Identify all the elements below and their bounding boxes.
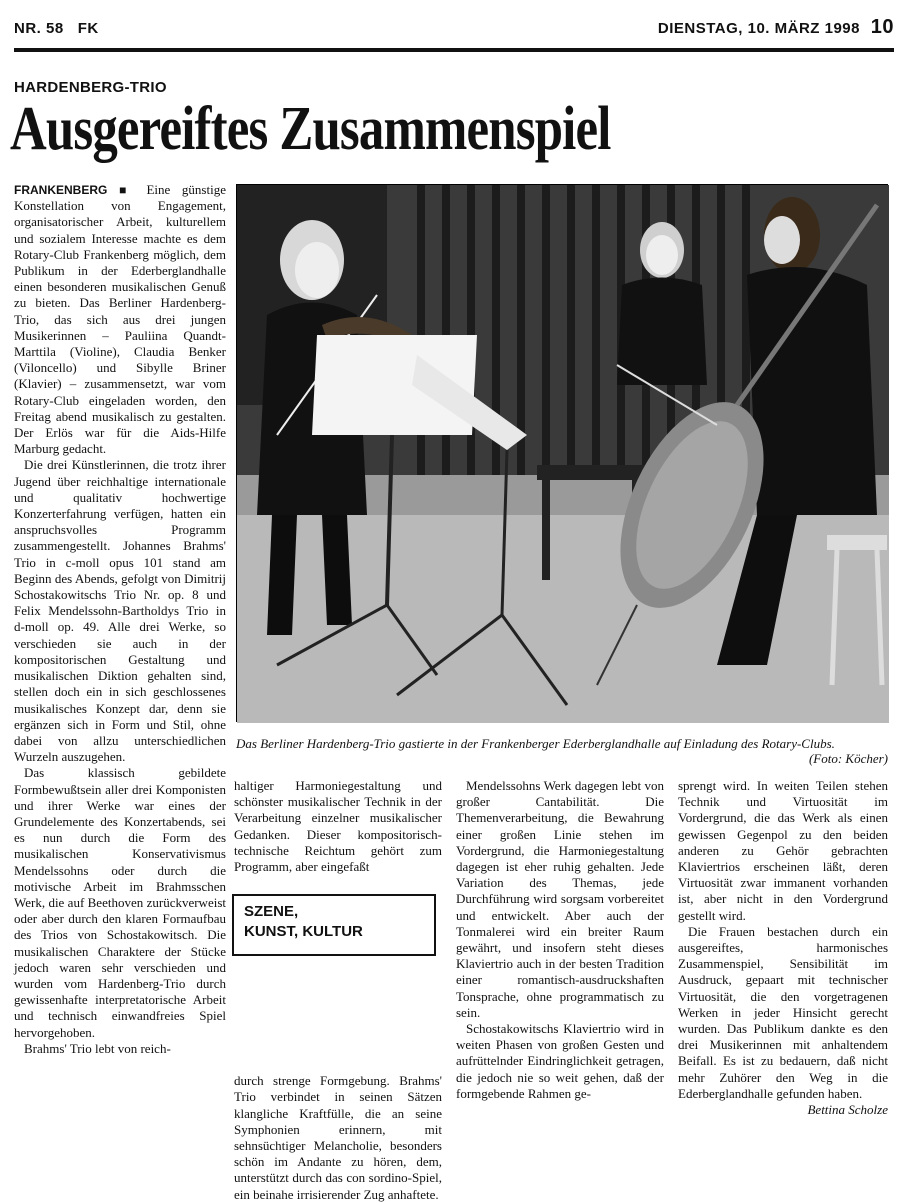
headline: Ausgereiftes Zusammenspiel	[10, 95, 611, 163]
trio-photo	[236, 184, 888, 722]
masthead	[14, 16, 894, 38]
caption-text: Das Berliner Hardenberg-Trio gastierte in der Frankenberger Ederberglandhalle auf Einladung des Rotary-Clubs.	[236, 736, 835, 751]
article-column-2	[234, 778, 442, 1203]
paragraph: Das klassisch gebildete Formbewußtsein aller drei Komponisten und ihrer Werke war eines der Grundelemente des Konzertabends, sei es nun durch die Form des musikalischen Konservativismus Mendelssohns oder durch die motivische Arbeit im Brahmsschen Werk, die auf Beethoven zurückverweist oder aber durch den klaren Formaufbau des Trios von Schostakowitsch. Die musikalischen Charaktere der Stücke jedoch waren sehr verschieden und wurden vom Hardenberg-Trio durch gewissenhafte interpretatorische Arbeit und technisch einwandfreies Spiel hervorgehoben.	[14, 765, 226, 1040]
edition: FK	[77, 20, 99, 37]
page-number: 10	[870, 16, 894, 38]
author-byline: Bettina Scholze	[807, 1102, 888, 1118]
paragraph: Schostakowitschs Klaviertrio wird in weiten Phasen von großen Gesten und aufrüttelnder Eindringlichkeit getragen, die jedoch nie so weit gehen, daß der formgebende Rahmen ge-	[456, 1021, 664, 1101]
paragraph: Brahms' Trio lebt von reich-	[24, 1040, 171, 1056]
photo-caption	[236, 736, 888, 766]
paragraph: durch strenge Formgebung. Brahms' Trio verbindet in seinen Sätzen klangliche Kraftfülle, die an seine Symphonien erinnern, mit sehnsüchtiger Melancholie, besonders schön im Andante zu hören, dem, unterstützt durch das con sordino-Spiel, ein beinahe irrisierender Zug anhaftete.	[234, 1073, 442, 1202]
paragraph	[678, 923, 888, 1118]
paragraph-text: Die Frauen bestachen durch ein ausgereiftes, harmonisches Zusammenspiel, Sensibilität im Ausdruck, gepaart mit technischer Virtuosität, die den vorgetragenen Werken in jeder Hinsicht gerecht wurden. Das Publikum dankte es den drei Musikerinnen mit anhaltendem Beifall. Es ist zu bedauern, daß nicht mehr Zuhörer den Weg in die Ederberglandhalle gefunden haben.	[678, 923, 888, 1101]
kicker: HARDENBERG-TRIO	[14, 79, 167, 96]
paragraph: Die drei Künstlerinnen, die trotz ihrer Jugend über reichhaltige internationale und qualitativ hochwertige Konzerterfahrung verfügen, hatten ein anspruchsvolles Programm zusammengestellt. Johannes Brahms' Trio in c-moll opus 101 stand am Beginn des Abends, gefolgt von Dimitrij Schostakowitschs Trio Nr. op. 8 und Felix Mendelssohn-Bartholdys Trio in d-moll op. 49. Alle drei Werke, so verschieden sie auch in der kompositorischen Gestaltung und musikalischen Diktion gehalten sind, stellen doch ein in sich geschlossenes musikalisches Konzept dar, denn sie ergänzen sich in Form und Stil, ohne dabei von allzu unterschiedlichen Wurzeln auszugehen.	[14, 457, 226, 765]
issue-number: NR. 58	[14, 20, 64, 37]
issue-date: DIENSTAG, 10. MÄRZ 1998	[657, 20, 860, 37]
paragraph: haltiger Harmoniegestaltung und schönster musikalischer Technik in der Verarbeitung einzelner musikalischer Gedanken. Dieser kompositorisch-technische Reichtum gehört zum Programm, aber eingefaßt	[234, 778, 442, 875]
paragraph	[14, 182, 226, 457]
article-column-3	[456, 778, 664, 1102]
paragraph-text: Eine günstige Konstellation von Engagement, organisatorischer Arbeit, kulturellem und sozialem Interesse machte es dem Rotary-Club Frankenberg möglich, dem Publikum in der Ederberglandhalle einen besonderen musikalischen Genuß zu bieten. Das Berliner Hardenberg-Trio, das sich aus drei jungen Musikerinnen – Pauliina Quandt-Marttila (Violine), Claudia Benker (Viloncello) und Sibylle Briner (Klavier) – zusammensetzt, war vom Rotary-Club eingeladen worden, den Freitag abend musikalisch zu gestalten. Der Erlös war für die Aids-Hilfe Marburg gedacht.	[14, 182, 226, 457]
section-box	[232, 894, 436, 956]
article-column-4	[678, 778, 888, 1118]
dateline: FRANKENBERG ■	[14, 183, 135, 197]
article-column-1	[14, 182, 226, 1057]
header-rule	[14, 48, 894, 52]
photo-illustration	[237, 185, 889, 723]
paragraph: sprengt wird. In weiten Teilen stehen Technik und Virtuosität im Vordergrund, die das Werk als einen gewissen Gegenpol zu den beiden anderen zu Gehör gebrachten Klaviertrios erscheinen läßt, deren Virtuosität zwar immanent vorhanden ist, aber nicht in den Vordergrund gestellt wird.	[678, 778, 888, 923]
section-line-1: SZENE,	[244, 903, 299, 920]
paragraph: Mendelssohns Werk dagegen lebt von großer Cantabilität. Die Themenverarbeitung, die Bewahrung einer großen Linie stehen im Vordergrund, die Harmoniegestaltung dagegen ist eher ruhig gehalten. Jede Variation des Themas, jede Durchführung wird sorgsam vorbereitet und entwickelt. Aber auch der Tonmalerei wird ein breiter Raum gewährt, und insofern steht dieses Klaviertrio auch in der besten Tradition einer romantisch-ausdruckshaften Tonsprache, ohne programmatisch zu sein.	[456, 778, 664, 1020]
section-line-2: KUNST, KULTUR	[244, 923, 363, 940]
issue-info	[14, 20, 99, 37]
photo-credit: (Foto: Köcher)	[808, 751, 888, 766]
